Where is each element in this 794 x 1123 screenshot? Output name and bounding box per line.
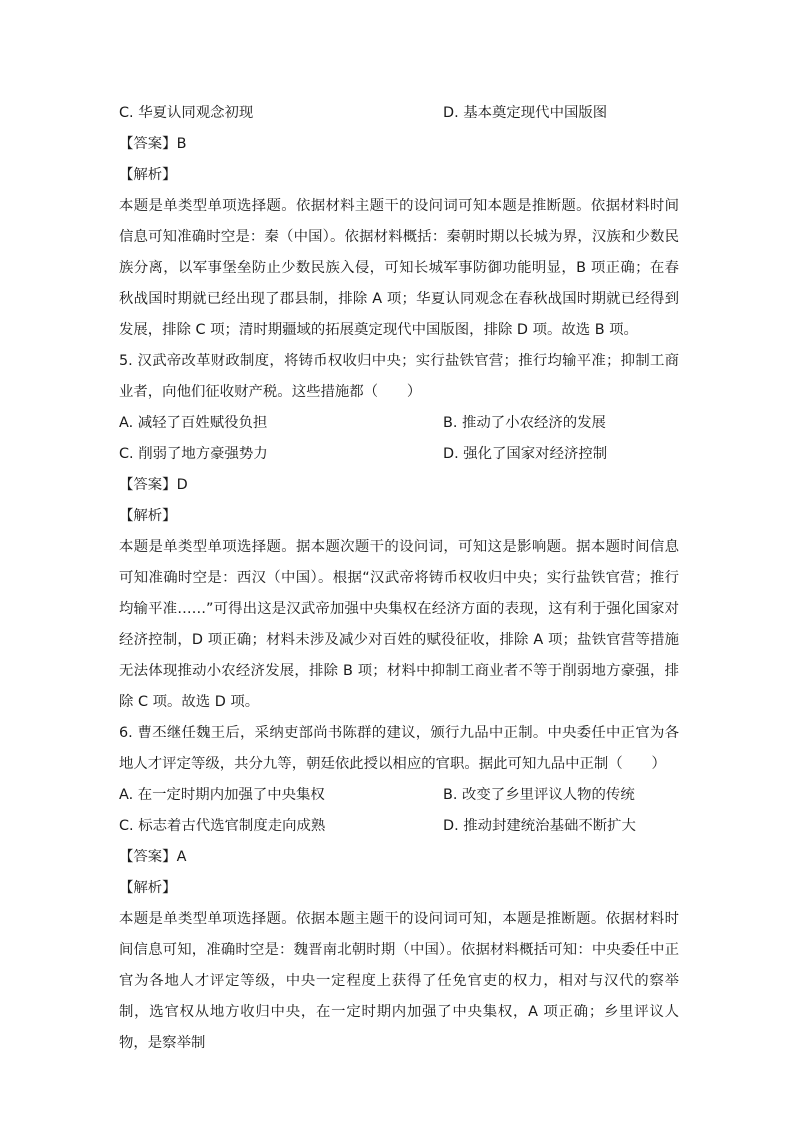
question-5-analysis-label: 【解析】 <box>119 508 177 524</box>
prev-answer: 【答案】B <box>119 136 187 152</box>
option-c: C. 标志着古代选官制度走向成熟 <box>119 818 326 834</box>
prev-analysis-text: 本题是单类型单项选择题。依据材料主题干的设问词可知本题是推断题。依据材料时间信息可知准确时空是：秦（中国）。依据材料概括：秦朝时期以长城为界，汉族和少数民族分离，以军事堡垒防止少数民族入侵，可知长城军事防御功能明显，B 项正确；在春秋战国时期就已经出现了郡县制，排除 A 项；华夏认同观念在春秋战国时期就已经得到发展，排除 C 项；清时期疆域的拓展奠定现代中国版图，排除 D 项。故选 B 项。 <box>119 198 679 338</box>
option-a: A. 减轻了百姓赋役负担 <box>119 415 268 431</box>
question-6-analysis-label: 【解析】 <box>119 880 177 896</box>
option-a: A. 在一定时期内加强了中央集权 <box>119 787 325 803</box>
question-5-analysis: 本题是单类型单项选择题。据本题次题干的设问词，可知这是影响题。据本题时间信息可知准确时空是：西汉（中国）。根据“汉武帝将铸币权收归中央；实行盐铁官营；推行均输平准……”可得出这是汉武帝加强中央集权在经济方面的表现，这有利于强化国家对经济控制，D 项正确；材料未涉及减少对百姓的赋役征收，排除 A 项；盐铁官营等措施无法体现推动小农经济发展，排除 B 项；材料中抑制工商业者不等于削弱地方豪强，排除 C 项。故选 D 项。 <box>119 539 679 710</box>
option-c: C. 华夏认同观念初现 <box>119 105 254 121</box>
option-d: D. 推动封建统治基础不断扩大 <box>443 818 636 834</box>
option-d: D. 基本奠定现代中国版图 <box>443 105 608 121</box>
question-6-stem: 6. 曹丕继任魏王后，采纳吏部尚书陈群的建议，颁行九品中正制。中央委任中正官为各地人才评定等级，共分九等，朝廷依此授以相应的官职。据此可知九品中正制（ ） <box>119 725 679 772</box>
question-6-analysis: 本题是单类型单项选择题。依据本题主题干的设问词可知，本题是推断题。依据材料时间信息可知，准确时空是：魏晋南北朝时期（中国）。依据材料概括可知：中央委任中正官为各地人才评定等级，中央一定程度上获得了任免官吏的权力，相对与汉代的察举制，选官权从地方收归中央，在一定时期内加强了中央集权，A 项正确；乡里评议人物，是察举制 <box>119 911 679 1051</box>
question-6-options-ab <box>119 780 679 811</box>
question-6-answer: 【答案】A <box>119 849 187 865</box>
question-5-options-cd <box>119 439 679 470</box>
question-5-answer: 【答案】D <box>119 477 188 493</box>
document-page <box>119 98 679 1059</box>
option-c: C. 削弱了地方豪强势力 <box>119 446 268 462</box>
prev-analysis-label: 【解析】 <box>119 167 177 183</box>
question-6-options-cd <box>119 811 679 842</box>
prev-options-row <box>119 98 679 129</box>
option-b: B. 改变了乡里评议人物的传统 <box>443 787 635 803</box>
option-b: B. 推动了小农经济的发展 <box>443 415 606 431</box>
question-5-stem: 5. 汉武帝改革财政制度，将铸币权收归中央；实行盐铁官营；推行均输平准；抑制工商业者，向他们征收财产税。这些措施都（ ） <box>119 353 679 400</box>
question-5-options-ab <box>119 408 679 439</box>
option-d: D. 强化了国家对经济控制 <box>443 446 608 462</box>
